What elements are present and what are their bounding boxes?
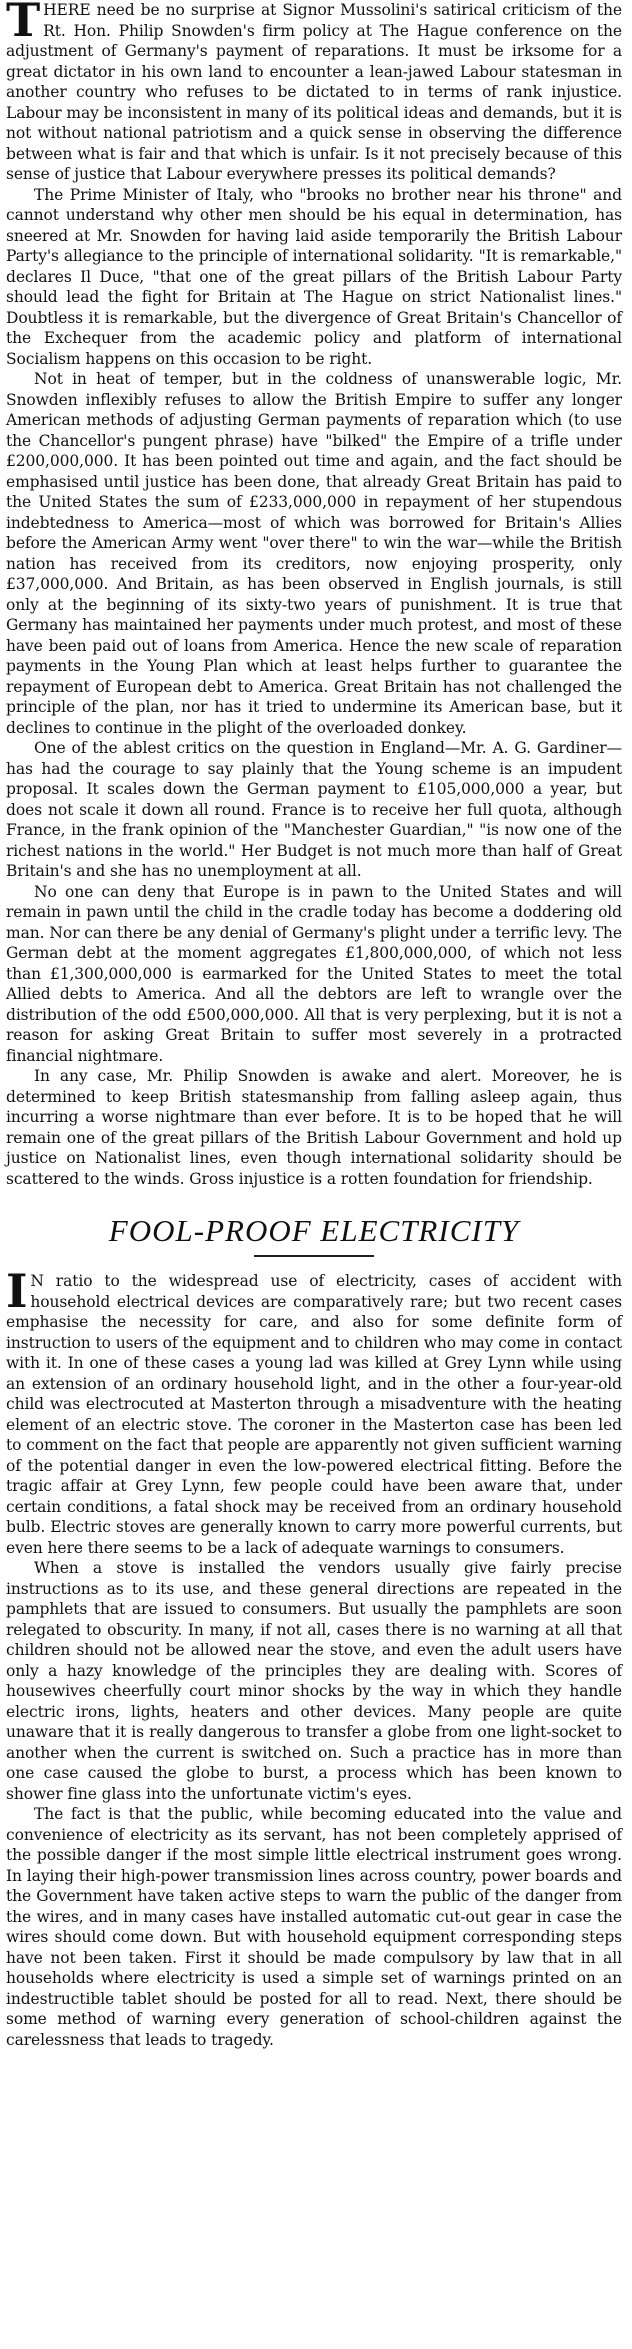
editorial-snowden bbox=[6, 0, 622, 1189]
dropcap: I bbox=[6, 1264, 28, 1318]
paragraph: In any case, Mr. Philip Snowden is awake and alert. Moreover, he is determined to keep British statesmanship from falling asleep again, thus incurring a worse nightmare than ever before. It is to be hoped that he will remain one of the great pillars of the British Labour Government and hold up justice on Nationalist lines, even though international solidarity should be scattered to the winds. Gross injustice is a rotten foundation for friendship. bbox=[6, 1067, 622, 1188]
article-headline bbox=[6, 1213, 622, 1257]
headline-rule bbox=[254, 1255, 374, 1257]
dropcap: T bbox=[6, 0, 41, 47]
paragraph bbox=[6, 0, 622, 185]
paragraph: No one can deny that Europe is in pawn to the United States and will remain in pawn until the child in the cradle today has become a doddering old man. Nor can there be any denial of Germany's plight under a terrific levy. The German debt at the moment aggregates £1,800,000,000, of which not less than £1,300,000,000 is earmarked for the United States to meet the total Allied debts to America. And all the debtors are left to wrangle over the distribution of the odd £500,000,000. All that is very perplexing, but it is not a reason for asking Great Britain to suffer most severely in a protracted financial nightmare. bbox=[6, 882, 622, 1065]
paragraph bbox=[6, 1264, 622, 1558]
paragraph: Not in heat of temper, but in the coldness of unanswerable logic, Mr. Snowden inflexibly refuses to allow the British Empire to suffer any longer American methods of adjusting German payments of reparation which (to use the Chancellor's pungent phrase) have "bilked" the Empire of a trifle under £200,000,000. It has been pointed out time and again, and the fact should be emphasised until justice has been done, that already Great Britain has paid to the United States the sum of £233,000,000 in repayment of her stupendous indebtedness to America—most of which was borrowed for Britain's Allies before the American Army went "over there" to win the war—while the British nation has received from its creditors, now enjoying prosperity, only £37,000,000. And Britain, as has been observed in English journals, is still only at the beginning of its sixty-two years of punishment. It is true that Germany has maintained her payments under much protest, and most of these have been paid out of loans from America. Hence the new scale of reparation payments in the Young Plan which at least helps further to guarantee the repayment of European debt to America. Great Britain has not challenged the principle of the plan, nor has it tried to undermine its American base, but it declines to continue in the plight of the overloaded donkey. bbox=[6, 370, 622, 737]
paragraph-text: HERE need be no surprise at Signor Mussolini's satirical criticism of the Rt. Hon. Philip Snowden's firm policy at The Hague conference on the adjustment of Germany's payment of reparations. It must be irksome for a great dictator in his own land to encounter a lean-jawed Labour statesman in another country who refuses to be dictated to in terms of rank injustice. Labour may be inconsistent in many of its political ideas and demands, but it is not without national patriotism and a quick sense in observing the difference between what is fair and that which is unfair. Is it not precisely because of this sense of justice that Labour everywhere presses its political demands? bbox=[6, 1, 622, 183]
newspaper-page bbox=[6, 0, 622, 2050]
paragraph: The fact is that the public, while becoming educated into the value and convenience of electricity as its servant, has not been completely apprised of the possible danger if the most simple little electrical instrument goes wrong. In laying their high-power transmission lines across country, power boards and the Government have taken active steps to warn the public of the danger from the wires, and in many cases have installed automatic cut-out gear in case the wires should come down. But with household equipment corresponding steps have not been taken. First it should be made compulsory by law that in all households where electricity is used a simple set of warnings printed on an indestructible tablet should be posted for all to read. Next, there should be some method of warning every generation of school-children against the carelessness that leads to tragedy. bbox=[6, 1805, 622, 2049]
editorial-electricity bbox=[6, 1264, 622, 2050]
paragraph-text: N ratio to the widespread use of electricity, cases of accident with household electrical devices are comparatively rare; but two recent cases emphasise the necessity for care, and also for some definite form of instruction to users of the equipment and to children who may come in contact with it. In one of these cases a young lad was killed at Grey Lynn while using an extension of an ordinary household light, and in the other a four-year-old child was electrocuted at Masterton through a misadventure with the heating element of an electric stove. The coroner in the Masterton case has been led to comment on the fact that people are apparently not given sufficient warning of the potential danger in even the low-powered electrical fitting. Before the tragic affair at Grey Lynn, few people could have been aware that, under certain conditions, a fatal shock may be received from an ordinary household bulb. Electric stoves are generally known to carry more powerful currents, but even here there seems to be a lack of adequate warnings to consumers. bbox=[6, 1272, 622, 1557]
paragraph: The Prime Minister of Italy, who "brooks no brother near his throne" and cannot understand why other men should be his equal in determination, has sneered at Mr. Snowden for having laid aside temporarily the British Labour Party's allegiance to the principle of international solidarity. "It is remarkable," declares Il Duce, "that one of the great pillars of the British Labour Party should lead the fight for Britain at The Hague on strict Nationalist lines." Doubtless it is remarkable, but the divergence of Great Britain's Chancellor of the Exchequer from the academic policy and platform of international Socialism happens on this occasion to be right. bbox=[6, 185, 622, 368]
headline-text: FOOL-PROOF ELECTRICITY bbox=[108, 1213, 520, 1248]
paragraph: When a stove is installed the vendors usually give fairly precise instructions as to its use, and these general directions are repeated in the pamphlets that are issued to consumers. But usually the pamphlets are soon relegated to obscurity. In many, if not all, cases there is no warning at all that children should not be allowed near the stove, and even the adult users have only a hazy knowledge of the principles they are dealing with. Scores of housewives cheerfully court minor shocks by the way in which they handle electric irons, lights, heaters and other devices. Many people are quite unaware that it is really dangerous to transfer a globe from one light-socket to another when the current is switched on. Such a practice has in more than one case caused the globe to burst, a process which has been known to shower fine glass into the unfortunate victim's eyes. bbox=[6, 1559, 622, 1803]
paragraph: One of the ablest critics on the question in England—Mr. A. G. Gardiner—has had the courage to say plainly that the Young scheme is an impudent proposal. It scales down the German payment to £105,000,000 a year, but does not scale it down all round. France is to receive her full quota, although France, in the frank opinion of the "Manchester Guardian," "is now one of the richest nations in the world." Her Budget is not much more than half of Great Britain's and she has no unemployment at all. bbox=[6, 739, 622, 880]
